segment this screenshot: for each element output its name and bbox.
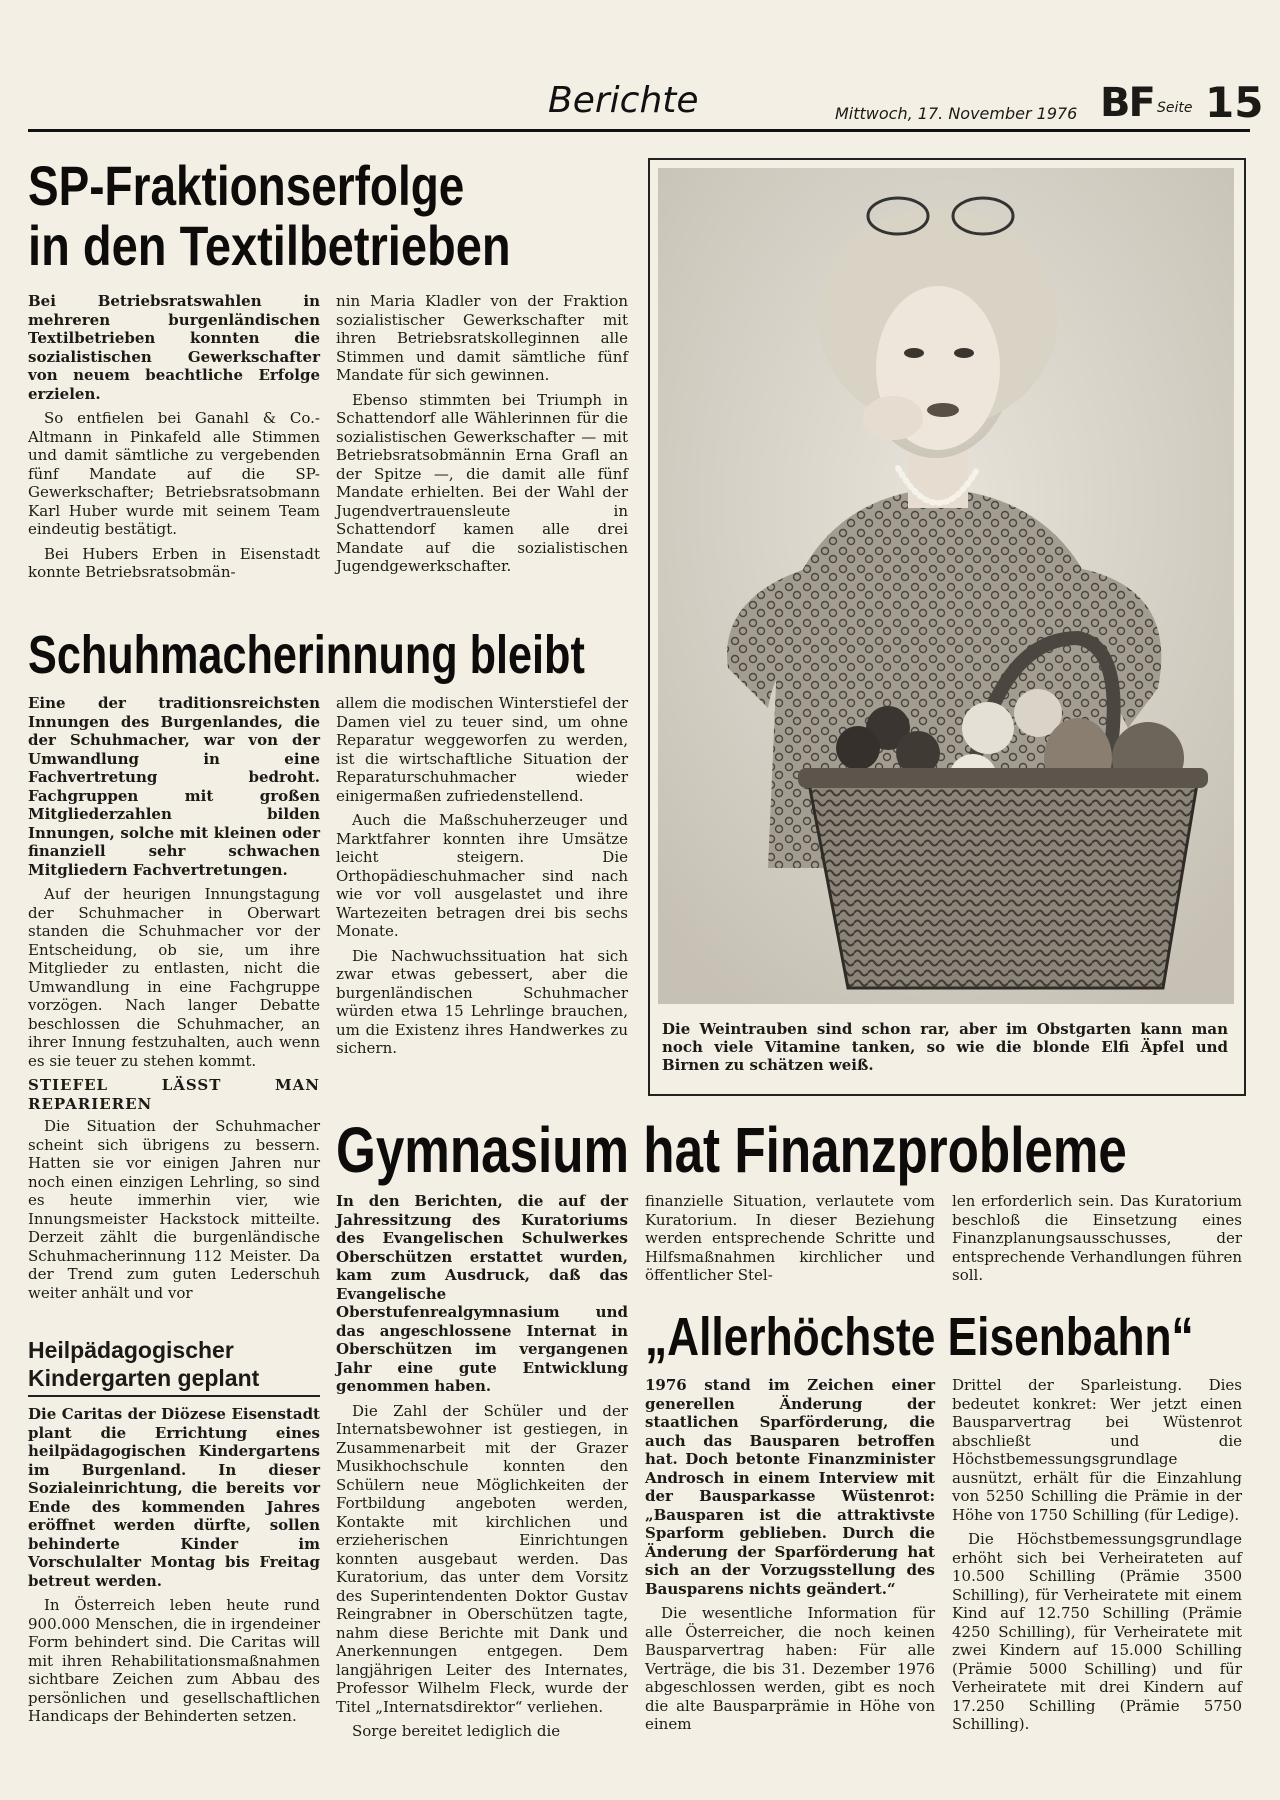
grapes (836, 726, 880, 770)
wicker-basket (808, 778, 1198, 988)
newspaper-logo: BF (1100, 80, 1154, 126)
article5-paragraph: Die wesentliche Information für alle Österreicher, die noch keinen Bausparvertrag haben: Für alle Verträge, die bis 31. Dezember 1976 abgeschlossen werden, gibt es noch die alte Bausparprämie in Höhe von einem (645, 1604, 935, 1733)
article4-lead: In den Berichten, die auf der Jahressitzung des Kuratoriums des Evangelischen Schulwerkes Oberschützen erstattet wurden, kam zum Ausdruck, daß das Evangelische Oberstufenrealgymnasium und das angeschlossene Internat in Oberschützen im vergangenen Jahr eine gute Entwicklung genommen haben. (336, 1192, 628, 1395)
article3-rule (28, 1395, 320, 1397)
article4-paragraph: finanzielle Situation, verlautete vom Kuratorium. In dieser Beziehung werden entsprechende Schritte und Hilfsmaßnahmen kirchlicher und öffentlicher Stel- (645, 1192, 935, 1284)
article2-paragraph: Auf der heurigen Innungstagung der Schuhmacher in Oberwart standen die Schuhmacher vor der Entscheidung, ob sie, um ihre Mitglieder zu entlasten, nicht die Umwandlung in eine Fachgruppe vorzögen. Nach langer Debatte beschlossen die Schuhmacher, an ihrer Innung festzuhalten, auch wenn es sie teuer zu stehen kommt. (28, 885, 320, 1070)
article3-headline: Heilpädagogischer Kindergarten geplant (28, 1337, 260, 1391)
article4-paragraph: len erforderlich sein. Das Kuratorium beschloß die Einsetzung eines Finanzplanungsausschusses, der entsprechende Verhandlungen führen soll. (952, 1192, 1242, 1284)
article2-column-1 (28, 694, 320, 1308)
left-eye (904, 348, 924, 358)
article1-column-2 (336, 292, 628, 582)
article2-paragraph: allem die modischen Winterstiefel der Damen viel zu teuer sind, um ohne Reparatur weggeworfen zu werden, ist die wirtschaftliche Situation der Reparaturschuhmacher wieder einigermaßen zufriedenstellend. (336, 694, 628, 805)
article2-column-2 (336, 694, 628, 1064)
article2-paragraph: Die Nachwuchssituation hat sich zwar etwas gebessert, aber die burgenländischen Schuhmacher würden etwa 15 Lehrlinge brauchen, um die Existenz ihres Handwerkes zu sichern. (336, 946, 628, 1057)
article2-headline: Schuhmacherinnung bleibt (28, 625, 585, 685)
article3-paragraph: In Österreich leben heute rund 900.000 Menschen, die in irgendeiner Form behindert sind. Die Caritas will mit ihren Rehabilitationsmaßnahmen sichtbare Zeichen zum Abbau des persönlichen und gesellschaftlichen Handicaps der Behinderten setzen. (28, 1596, 320, 1725)
article5-column-1 (645, 1376, 935, 1740)
article5-headline: „Allerhöchste Eisenbahn“ (645, 1307, 1194, 1367)
article1-column-1 (28, 292, 320, 588)
article1-paragraph: nin Maria Kladler von der Fraktion sozialistischer Gewerkschafter mit ihren Betriebsratskolleginnen alle Stimmen und damit sämtliche fünf Mandate für sich gewinnen. (336, 292, 628, 384)
article1-paragraph: Ebenso stimmten bei Triumph in Schattendorf alle Wählerinnen für die sozialistischen Gewerkschafter — mit Betriebsratsobmännin Erna Grafl an der Spitze —, die damit alle fünf Mandate erhielten. Bei der Wahl der Jugendvertrauensleute in Schattendorf kamen alle drei Mandate auf die sozialistischen Jugendgewerkschafter. (336, 390, 628, 575)
apple (962, 702, 1014, 754)
article1-headline-line1: SP-Fraktionserfolge (28, 154, 465, 217)
article1-headline-line2: in den Textilbetrieben (28, 214, 511, 277)
woman-with-fruit-basket-photo (658, 168, 1234, 1004)
article5-paragraph: Die Höchstbemessungsgrundlage erhöht sich bei Verheirateten auf 10.500 Schilling (Prämie 3500 Schilling), für Verheiratete mit einem Kind auf 12.750 Schilling (Prämie 4250 Schilling), für Verheiratete mit zwei Kindern auf 15.000 Schilling (Prämie 5000 Schilling) und für Verheiratete mit drei Kindern auf 17.250 Schilling (Prämie 5750 Schilling). (952, 1530, 1242, 1733)
article3-column (28, 1405, 320, 1732)
article4-paragraph: Sorge bereitet lediglich die (352, 1722, 561, 1740)
article5-paragraph: Drittel der Sparleistung. Dies bedeutet konkret: Wer jetzt einen Bausparvertrag bei Wüstenrot abschließt und die Höchstbemessungsgrundlage ausnützt, erhält für die Einzahlung von 5250 Schilling die Prämie in der Höhe von 1750 Schilling (für Ledige). (952, 1376, 1242, 1524)
mouth (927, 403, 959, 417)
article4-headline: Gymnasium hat Finanzprobleme (336, 1114, 1127, 1186)
page-number: 15 (1205, 78, 1264, 127)
article1-paragraph: Bei Hubers Erben in Eisenstadt konnte Betriebsratsobmän- (28, 544, 320, 581)
article2-subhead: STIEFEL LÄSST MAN REPARIEREN (28, 1076, 320, 1113)
article3-lead: Die Caritas der Diözese Eisenstadt plant die Errichtung eines heilpädagogischen Kindergartens im Burgenland. In dieser Sozialeinrichtung, die bereits vor Ende des kommenden Jahres eröffnet werden dürfte, sollen behinderte Kinder im Vorschulalter Montag bis Freitag betreut werden. (28, 1405, 320, 1590)
hand (863, 396, 923, 440)
right-eye (954, 348, 974, 358)
basket-rim (798, 768, 1208, 788)
photo-caption: Die Weintrauben sind schon rar, aber im Obstgarten kann man noch viele Vitamine tanken, so wie die blonde Elfi Äpfel und Birnen zu schätzen weiß. (662, 1020, 1228, 1074)
article1-lead: Bei Betriebsratswahlen in mehreren burgenländischen Textilbetrieben konnten die sozialistischen Gewerkschafter von neuem beachtliche Erfolge erzielen. (28, 292, 320, 403)
article4-paragraph: Die Zahl der Schüler und der Internatsbewohner ist gestiegen, in Zusammenarbeit mit der Grazer Musikhochschule konnten den Schülern neue Möglichkeiten der Fortbildung angeboten werden, Kontakte mit kirchlichen und erzieherischen Einrichtungen konnten ausgebaut werden. Das Kuratorium, das unter dem Vorsitz des Superintendenten Doktor Gustav Reingrabner in Oberschützen tagte, nahm diese Berichte mit Dank und Anerkennungen entgegen. Dem langjährigen Leiter des Internates, Professor Wilhelm Fleck, wurde der Titel „Internatsdirektor“ verliehen. (336, 1401, 628, 1716)
photo-illustration (658, 168, 1234, 1004)
issue-date: Mittwoch, 17. November 1976 (835, 104, 1078, 123)
article2-paragraph: Die Situation der Schuhmacher scheint sich übrigens zu bessern. Hatten sie vor einigen Jahren nur noch einen einzigen Lehrling, so sind es heute immerhin vier, wie Innungsmeister Hackstock mitteilte. Derzeit zählt die burgenländische Schuhmacherinnung 112 Meister. Da der Trend zum guten Lederschuh weiter anhält und vor (28, 1117, 320, 1302)
article5-lead: 1976 stand im Zeichen einer generellen Änderung der staatlichen Sparförderung, die auch das Bausparen betroffen hat. Doch betonte Finanzminister Androsch in einem Interview mit der Bausparkasse Wüstenrot: „Bausparen ist die attraktivste Sparform geblieben. Durch die Änderung der Sparförderung hat sich an der Vorzugsstellung des Bausparens nichts geändert.“ (645, 1376, 935, 1598)
masthead-rule (28, 129, 1250, 132)
article4-column-3 (952, 1192, 1242, 1291)
article2-lead: Eine der traditionsreichsten Innungen des Burgenlandes, die der Schuhmacher, war von der Umwandlung in eine Fachvertretung bedroht. Fachgruppen mit großen Mitgliederzahlen bilden Innungen, solche mit kleinen oder finanziell sehr schwachen Mitgliedern Fachvertretungen. (28, 694, 320, 879)
article4-column-1 (336, 1192, 628, 1747)
article1-paragraph: So entfielen bei Ganahl & Co.-Altmann in Pinkafeld alle Stimmen und damit sämtliche zu vergebenden fünf Mandate auf die SP-Gewerkschafter; Betriebsratsobmann Karl Huber wurde mit seinem Team eindeutig bestätigt. (28, 409, 320, 538)
page-label: Seite (1157, 100, 1193, 116)
article2-paragraph: Auch die Maßschuherzeuger und Marktfahrer konnten ihre Umsätze leicht steigern. Die Orthopädieschuhmacher sind nach wie vor voll ausgelastet und ihre Wartezeiten betragen drei bis sechs Monate. (336, 811, 628, 940)
article5-column-2 (952, 1376, 1242, 1740)
section-title: Berichte (548, 80, 699, 121)
article4-column-2 (645, 1192, 935, 1291)
